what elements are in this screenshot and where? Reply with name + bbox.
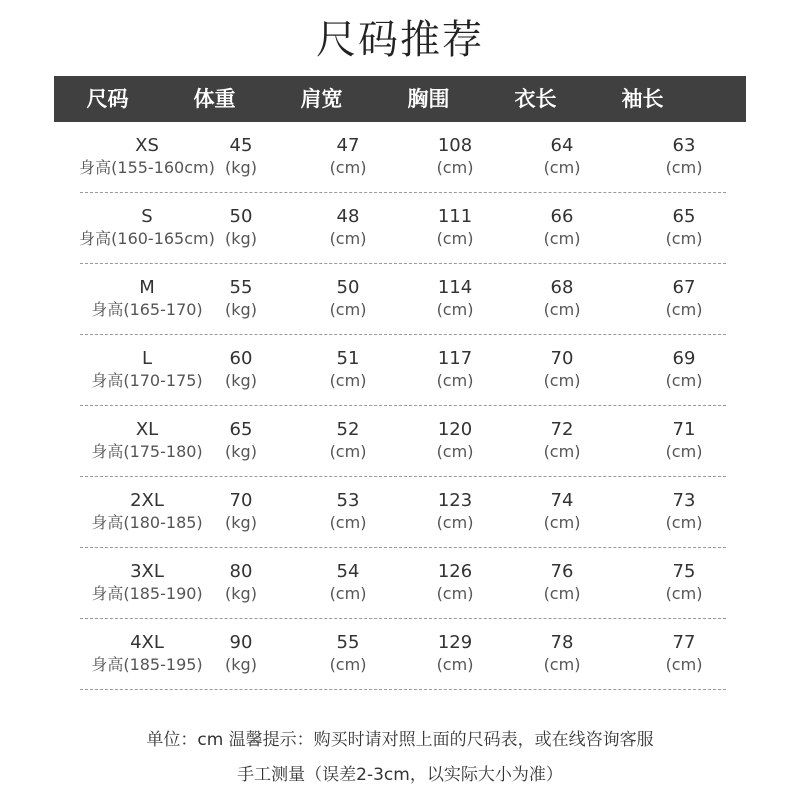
chest-value: 111 (437, 206, 473, 227)
weight-value: 55 (229, 277, 253, 298)
table-row (80, 264, 726, 335)
height-range: 身高(175-180) (91, 442, 203, 461)
chest-cell (428, 477, 482, 547)
sleeve-cell (642, 264, 726, 334)
shoulder-value: 53 (336, 490, 360, 511)
shoulder-cell (268, 548, 428, 618)
shoulder-unit: (cm) (329, 655, 367, 674)
weight-unit: (kg) (225, 229, 257, 248)
table-row (80, 619, 726, 690)
length-cell (482, 335, 642, 405)
shoulder-cell (268, 122, 428, 192)
sleeve-value: 69 (672, 348, 696, 369)
chest-value: 117 (437, 348, 473, 369)
footer-note-measurement: 手工测量（误差2-3cm，以实际大小为准） (237, 765, 563, 785)
table-row (80, 406, 726, 477)
shoulder-value: 51 (336, 348, 360, 369)
size-cell (80, 122, 214, 192)
length-unit: (cm) (543, 229, 581, 248)
length-value: 70 (550, 348, 574, 369)
height-range: 身高(185-190) (91, 584, 203, 603)
weight-unit: (kg) (225, 655, 257, 674)
length-cell (482, 264, 642, 334)
chest-value: 123 (437, 490, 473, 511)
chest-unit: (cm) (436, 300, 474, 319)
size-cell (80, 406, 214, 476)
weight-value: 45 (229, 135, 253, 156)
weight-value: 60 (229, 348, 253, 369)
size-label: 2XL (130, 490, 164, 511)
chest-value: 108 (437, 135, 473, 156)
shoulder-cell (268, 264, 428, 334)
chest-unit: (cm) (436, 229, 474, 248)
shoulder-unit: (cm) (329, 442, 367, 461)
sleeve-cell (642, 122, 726, 192)
weight-cell (214, 548, 268, 618)
weight-unit: (kg) (225, 442, 257, 461)
weight-cell (214, 477, 268, 547)
length-unit: (cm) (543, 371, 581, 390)
sleeve-cell (642, 406, 726, 476)
weight-cell (214, 335, 268, 405)
chest-cell (428, 193, 482, 263)
chest-cell (428, 619, 482, 689)
sleeve-unit: (cm) (665, 371, 703, 390)
length-unit: (cm) (543, 158, 581, 177)
shoulder-cell (268, 406, 428, 476)
size-cell (80, 193, 214, 263)
sleeve-value: 65 (672, 206, 696, 227)
sleeve-unit: (cm) (665, 655, 703, 674)
table-row (80, 477, 726, 548)
shoulder-unit: (cm) (329, 584, 367, 603)
size-label: XS (135, 135, 159, 156)
sleeve-value: 73 (672, 490, 696, 511)
height-range: 身高(180-185) (91, 513, 203, 532)
weight-value: 90 (229, 632, 253, 653)
weight-cell (214, 406, 268, 476)
weight-value: 80 (229, 561, 253, 582)
sleeve-value: 67 (672, 277, 696, 298)
chest-unit: (cm) (436, 513, 474, 532)
weight-unit: (kg) (225, 300, 257, 319)
length-value: 78 (550, 632, 574, 653)
length-value: 68 (550, 277, 574, 298)
length-cell (482, 477, 642, 547)
chest-cell (428, 264, 482, 334)
chest-cell (428, 122, 482, 192)
sleeve-value: 77 (672, 632, 696, 653)
header-weight: 体重 (193, 87, 236, 111)
shoulder-cell (268, 477, 428, 547)
length-cell (482, 193, 642, 263)
length-unit: (cm) (543, 655, 581, 674)
shoulder-value: 50 (336, 277, 360, 298)
shoulder-value: 48 (336, 206, 360, 227)
table-row (80, 193, 726, 264)
size-label: 3XL (130, 561, 164, 582)
length-cell (482, 548, 642, 618)
length-cell (482, 406, 642, 476)
weight-value: 50 (229, 206, 253, 227)
length-cell (482, 122, 642, 192)
table-row (80, 335, 726, 406)
header-size: 尺码 (86, 87, 129, 111)
weight-cell (214, 619, 268, 689)
page-title: 尺码推荐 (316, 17, 484, 63)
chest-unit: (cm) (436, 584, 474, 603)
sleeve-cell (642, 193, 726, 263)
chest-unit: (cm) (436, 442, 474, 461)
chest-value: 126 (437, 561, 473, 582)
chest-unit: (cm) (436, 655, 474, 674)
chest-value: 120 (437, 419, 473, 440)
sleeve-cell (642, 335, 726, 405)
shoulder-value: 55 (336, 632, 360, 653)
length-cell (482, 619, 642, 689)
sleeve-unit: (cm) (665, 513, 703, 532)
shoulder-unit: (cm) (329, 229, 367, 248)
size-cell (80, 619, 214, 689)
sleeve-cell (642, 548, 726, 618)
sleeve-value: 71 (672, 419, 696, 440)
header-sleeve: 袖长 (621, 87, 664, 111)
chest-unit: (cm) (436, 158, 474, 177)
height-range: 身高(165-170) (91, 300, 203, 319)
size-label: L (141, 348, 153, 369)
length-unit: (cm) (543, 513, 581, 532)
size-cell (80, 548, 214, 618)
shoulder-cell (268, 619, 428, 689)
shoulder-value: 47 (336, 135, 360, 156)
weight-unit: (kg) (225, 584, 257, 603)
length-value: 72 (550, 419, 574, 440)
shoulder-unit: (cm) (329, 371, 367, 390)
chest-value: 129 (437, 632, 473, 653)
weight-unit: (kg) (225, 158, 257, 177)
header-chest: 胸围 (407, 87, 450, 111)
weight-value: 65 (229, 419, 253, 440)
sleeve-value: 75 (672, 561, 696, 582)
shoulder-value: 52 (336, 419, 360, 440)
length-value: 74 (550, 490, 574, 511)
chest-cell (428, 406, 482, 476)
sleeve-unit: (cm) (665, 158, 703, 177)
size-label: XL (135, 419, 159, 440)
shoulder-unit: (cm) (329, 158, 367, 177)
weight-cell (214, 264, 268, 334)
length-unit: (cm) (543, 584, 581, 603)
sleeve-value: 63 (672, 135, 696, 156)
sleeve-cell (642, 619, 726, 689)
length-value: 76 (550, 561, 574, 582)
length-unit: (cm) (543, 300, 581, 319)
chest-cell (428, 335, 482, 405)
chest-value: 114 (437, 277, 473, 298)
header-length: 衣长 (514, 87, 557, 111)
weight-unit: (kg) (225, 513, 257, 532)
shoulder-unit: (cm) (329, 300, 367, 319)
weight-cell (214, 193, 268, 263)
height-range: 身高(170-175) (91, 371, 203, 390)
table-row (80, 122, 726, 193)
chest-unit: (cm) (436, 371, 474, 390)
sleeve-cell (642, 477, 726, 547)
size-cell (80, 335, 214, 405)
table-row (80, 548, 726, 619)
sleeve-unit: (cm) (665, 300, 703, 319)
chest-cell (428, 548, 482, 618)
height-range: 身高(160-165cm) (79, 229, 215, 248)
size-table-body (80, 122, 726, 690)
height-range: 身高(155-160cm) (79, 158, 215, 177)
sleeve-unit: (cm) (665, 584, 703, 603)
size-cell (80, 264, 214, 334)
shoulder-value: 54 (336, 561, 360, 582)
height-range: 身高(185-195) (91, 655, 203, 674)
footer-note-units: 单位：cm 温馨提示：购买时请对照上面的尺码表，或在线咨询客服 (146, 730, 654, 750)
size-cell (80, 477, 214, 547)
weight-value: 70 (229, 490, 253, 511)
sleeve-unit: (cm) (665, 229, 703, 248)
shoulder-cell (268, 335, 428, 405)
shoulder-cell (268, 193, 428, 263)
length-value: 64 (550, 135, 574, 156)
weight-cell (214, 122, 268, 192)
size-label: 4XL (130, 632, 164, 653)
size-label: S (141, 206, 153, 227)
length-value: 66 (550, 206, 574, 227)
size-label: M (139, 277, 155, 298)
header-shoulder: 肩宽 (300, 87, 343, 111)
shoulder-unit: (cm) (329, 513, 367, 532)
weight-unit: (kg) (225, 371, 257, 390)
length-unit: (cm) (543, 442, 581, 461)
size-table-header (54, 76, 746, 122)
sleeve-unit: (cm) (665, 442, 703, 461)
